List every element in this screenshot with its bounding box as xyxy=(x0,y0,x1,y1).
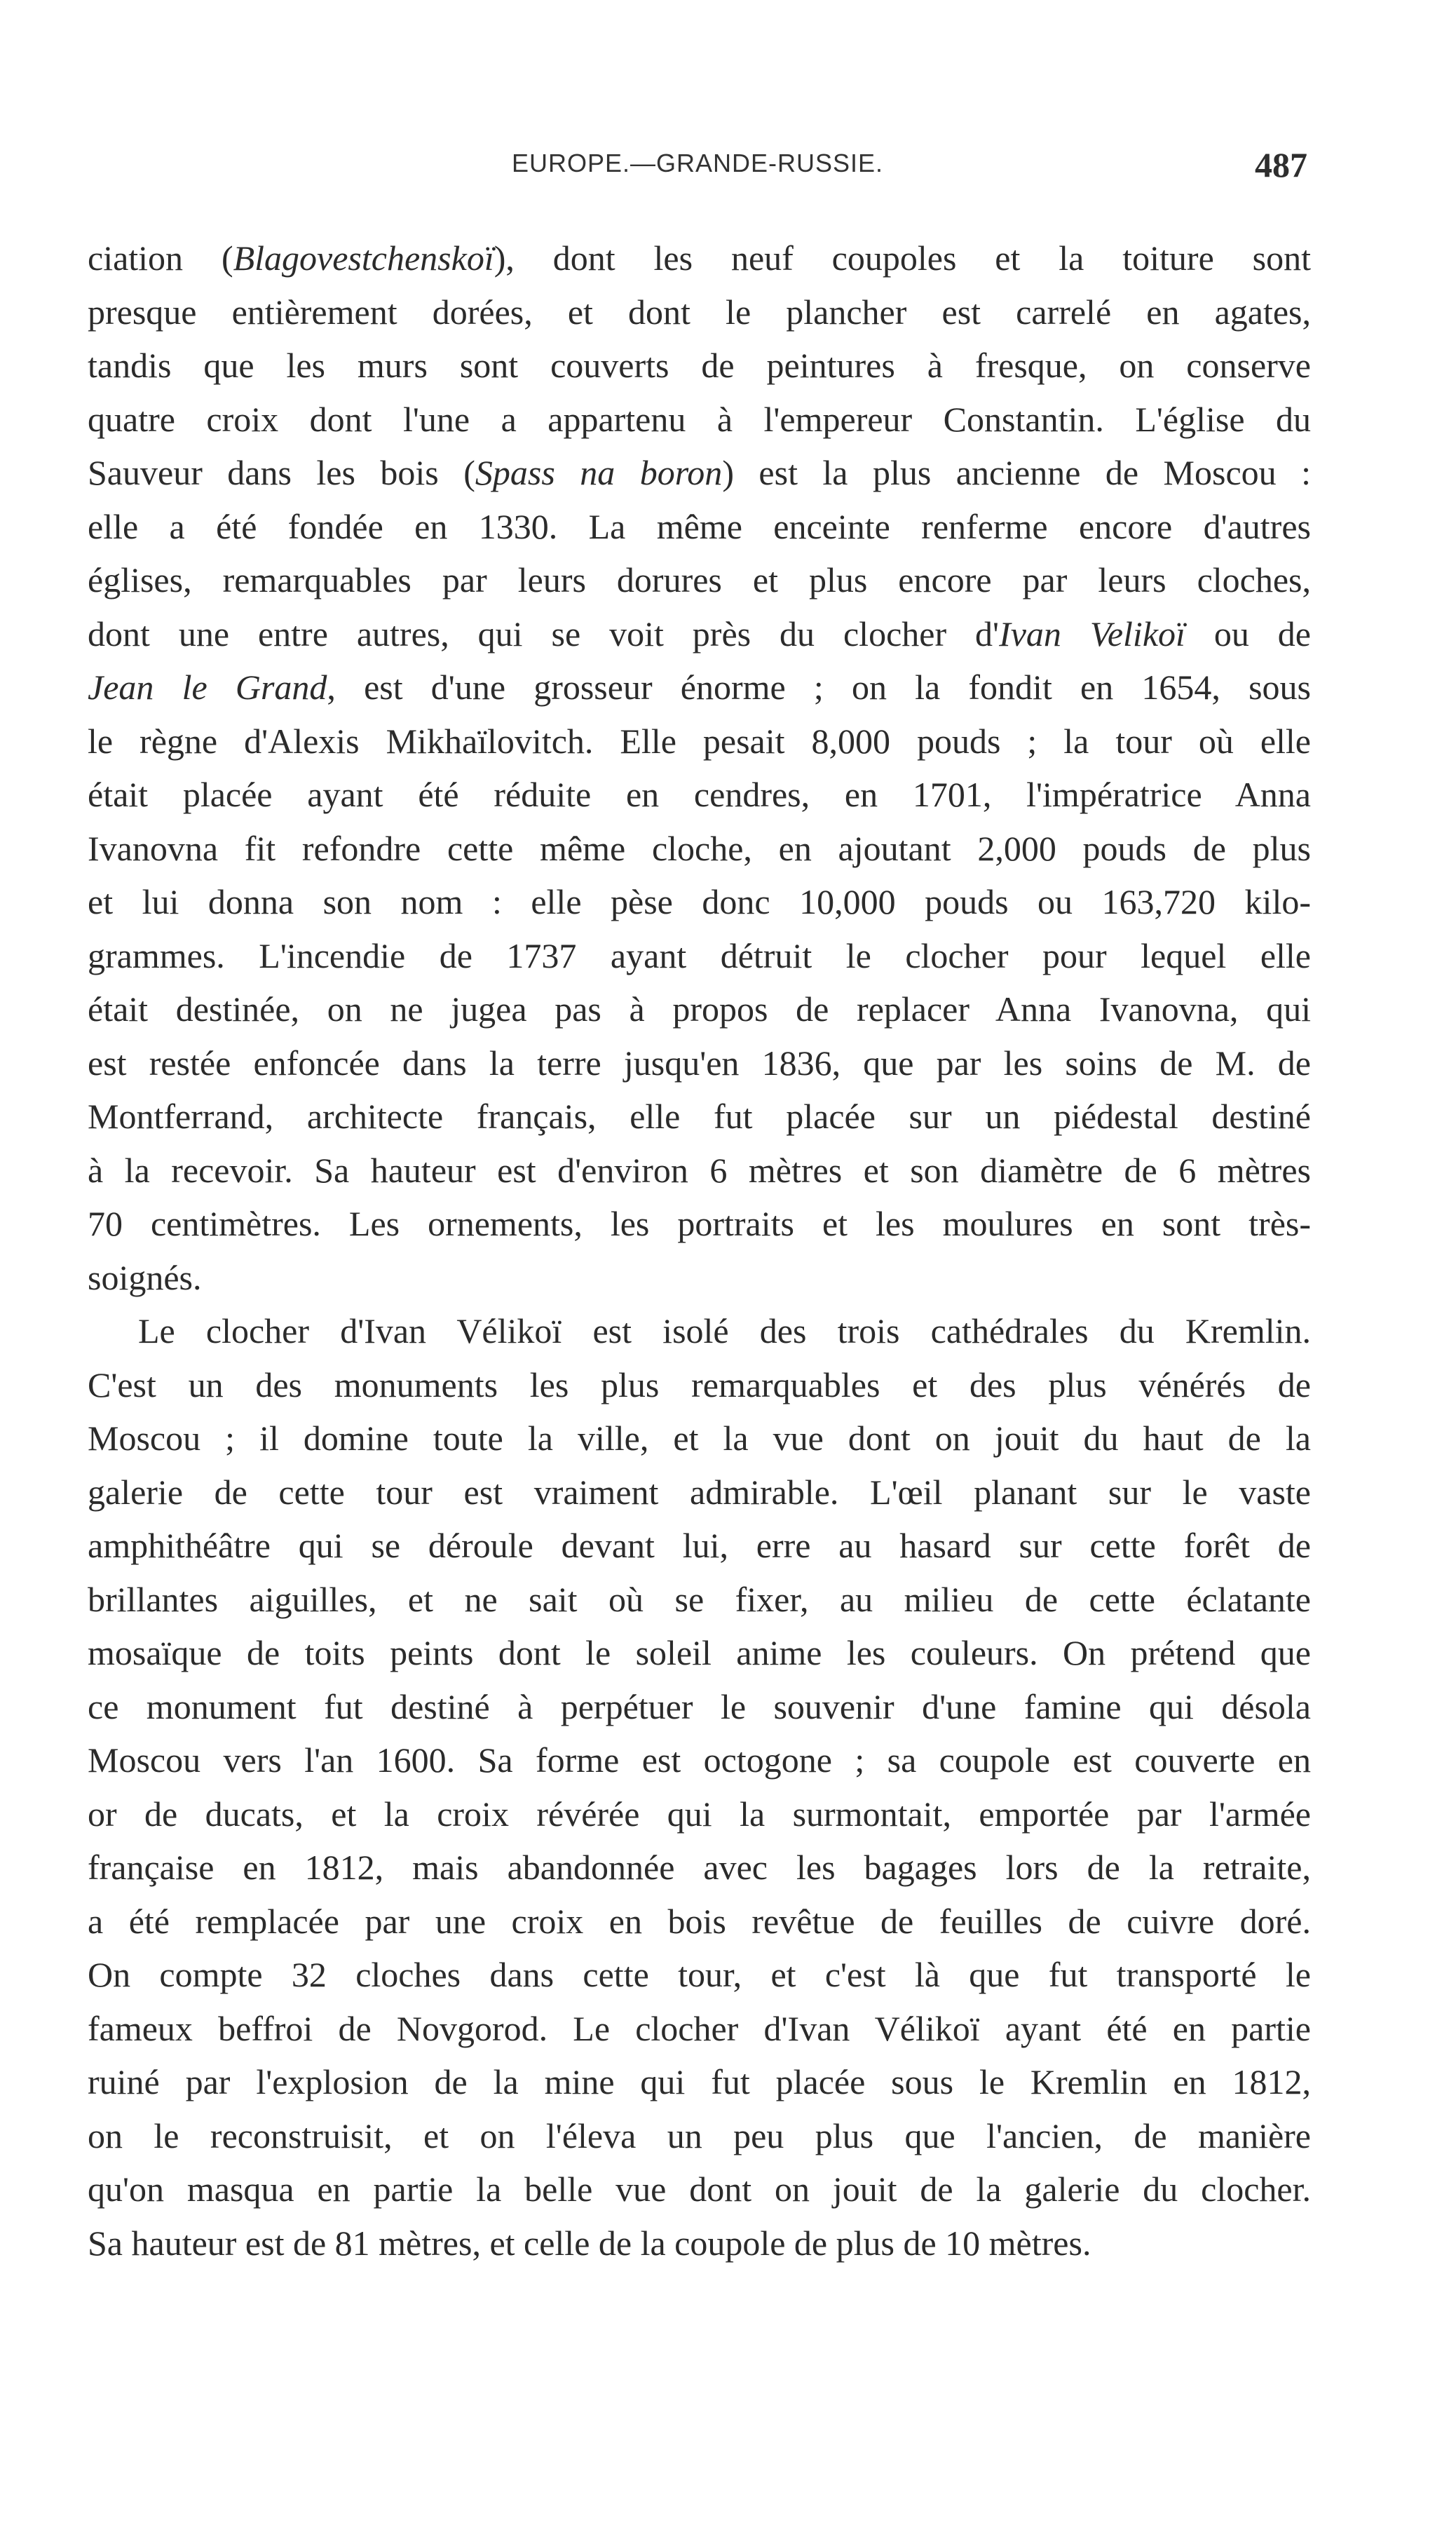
text-run: ) est la plus ancienne de Moscou : xyxy=(722,453,1311,492)
text-line xyxy=(88,875,1311,929)
text-line xyxy=(88,661,1311,715)
text-line xyxy=(88,1090,1311,1144)
text-run: On compte 32 cloches dans cette tour, et c'est là que fut transporté le xyxy=(88,1955,1311,1994)
text-line xyxy=(88,1787,1311,1841)
text-line xyxy=(88,1841,1311,1895)
text-run: grammes. L'incendie de 1737 ayant détruit le clocher pour lequel elle xyxy=(88,935,1311,975)
text-run: Sa hauteur est de 81 mètres, et celle de la coupole de plus de 10 mètres. xyxy=(88,2223,1091,2263)
text-line xyxy=(88,1573,1311,1627)
text-run: quatre croix dont l'une a appartenu à l'empereur Constantin. L'église du xyxy=(88,399,1311,439)
page-number: 487 xyxy=(1255,145,1307,184)
text-run: mosaïque de toits peints dont le soleil anime les couleurs. On prétend que xyxy=(88,1633,1311,1672)
text-run: le règne d'Alexis Mikhaïlovitch. Elle pesait 8,000 pouds ; la tour où elle xyxy=(88,721,1311,761)
body-text xyxy=(88,231,1311,2270)
text-run: ), dont les neuf coupoles et la toiture sont xyxy=(494,238,1311,278)
text-line xyxy=(88,1895,1311,1949)
text-line xyxy=(88,1304,1311,1358)
text-run: , est d'une grosseur énorme ; on la fondit en 1654, sous xyxy=(327,668,1311,707)
text-run: on le reconstruisit, et on l'éleva un peu plus que l'ancien, de manière xyxy=(88,2115,1311,2155)
text-line xyxy=(88,607,1311,661)
text-run: presque entièrement dorées, et dont le plancher est carrelé en agates, xyxy=(88,292,1311,332)
text-run: fameux beffroi de Novgorod. Le clocher d'Ivan Vélikoï ayant été en partie xyxy=(88,2008,1311,2048)
text-run: a été remplacée par une croix en bois revêtue de feuilles de cuivre doré. xyxy=(88,1901,1311,1941)
text-run: était destinée, on ne jugea pas à propos de replacer Anna Ivanovna, qui xyxy=(88,989,1311,1029)
text-line xyxy=(88,339,1311,393)
text-line xyxy=(88,1411,1311,1465)
text-line xyxy=(88,1626,1311,1680)
text-line xyxy=(88,2109,1311,2163)
text-run: ou de xyxy=(1185,614,1311,654)
text-line xyxy=(88,1733,1311,1787)
text-line xyxy=(88,768,1311,822)
text-run: dont une entre autres, qui se voit près du clocher d' xyxy=(88,614,1000,654)
text-run: était placée ayant été réduite en cendres, en 1701, l'impératrice Anna xyxy=(88,775,1311,814)
text-line xyxy=(88,2055,1311,2109)
text-run: Ivanovna fit refondre cette même cloche, en ajoutant 2,000 pouds de plus xyxy=(88,828,1311,868)
text-run: brillantes aiguilles, et ne sait où se fixer, au milieu de cette éclatante xyxy=(88,1579,1311,1619)
text-line xyxy=(88,822,1311,876)
text-run: 70 centimètres. Les ornements, les portraits et les moulures en sont très- xyxy=(88,1204,1311,1243)
text-run: est restée enfoncée dans la terre jusqu'en 1836, que par les soins de M. de xyxy=(88,1043,1311,1083)
running-head xyxy=(88,145,1307,191)
text-run: française en 1812, mais abandonnée avec les bagages lors de la retraite, xyxy=(88,1848,1311,1887)
paragraph xyxy=(88,231,1311,1304)
text-run: amphithéâtre qui se déroule devant lui, erre au hasard sur cette forêt de xyxy=(88,1526,1311,1565)
text-run: Sauveur dans les bois ( xyxy=(88,453,475,492)
text-run: et lui donna son nom : elle pèse donc 10,000 pouds ou 163,720 kilo- xyxy=(88,882,1311,921)
text-line xyxy=(88,446,1311,500)
text-run: or de ducats, et la croix révérée qui la surmontait, emportée par l'armée xyxy=(88,1794,1311,1834)
text-line xyxy=(88,2002,1311,2056)
text-line xyxy=(88,1358,1311,1412)
text-line xyxy=(88,1948,1311,2002)
text-line xyxy=(88,982,1311,1036)
text-line xyxy=(88,553,1311,607)
text-line xyxy=(88,2216,1311,2270)
text-run: à la recevoir. Sa hauteur est d'environ 6 mètres et son diamètre de 6 mètres xyxy=(88,1150,1311,1190)
text-run: Montferrand, architecte français, elle fut placée sur un piédestal destiné xyxy=(88,1097,1311,1136)
text-line xyxy=(88,2162,1311,2216)
text-run: ciation ( xyxy=(88,238,233,278)
text-run: ruiné par l'explosion de la mine qui fut placée sous le Kremlin en 1812, xyxy=(88,2062,1311,2101)
text-run: galerie de cette tour est vraiment admirable. L'œil planant sur le vaste xyxy=(88,1472,1311,1512)
text-run: elle a été fondée en 1330. La même enceinte renferme encore d'autres xyxy=(88,506,1311,546)
paragraph xyxy=(88,1304,1311,2270)
text-line xyxy=(88,500,1311,554)
text-run: tandis que les murs sont couverts de peintures à fresque, on conserve xyxy=(88,346,1311,385)
text-line xyxy=(88,1197,1311,1251)
text-run: soignés. xyxy=(88,1257,202,1297)
text-line xyxy=(88,1680,1311,1734)
text-run: qu'on masqua en partie la belle vue dont on jouit de la galerie du clocher. xyxy=(88,2169,1311,2209)
text-line xyxy=(88,715,1311,769)
text-line xyxy=(88,285,1311,339)
text-line xyxy=(88,1036,1311,1090)
text-run: C'est un des monuments les plus remarquables et des plus vénérés de xyxy=(88,1365,1311,1404)
italic-text: Jean le Grand xyxy=(88,668,327,707)
text-run: ce monument fut destiné à perpétuer le souvenir d'une famine qui désola xyxy=(88,1686,1311,1726)
text-run: Le clocher d'Ivan Vélikoï est isolé des trois cathédrales du Kremlin. xyxy=(138,1311,1311,1350)
text-line xyxy=(88,1465,1311,1519)
italic-text: Ivan Velikoï xyxy=(999,614,1185,654)
text-line xyxy=(88,231,1311,285)
running-title: EUROPE.—GRANDE-RUSSIE. xyxy=(511,149,884,177)
text-run: Moscou ; il domine toute la ville, et la vue dont on jouit du haut de la xyxy=(88,1419,1311,1458)
text-run: Moscou vers l'an 1600. Sa forme est octogone ; sa coupole est couverte en xyxy=(88,1740,1311,1780)
text-line xyxy=(88,929,1311,983)
italic-text: Spass na boron xyxy=(475,453,723,492)
text-run: églises, remarquables par leurs dorures et plus encore par leurs cloches, xyxy=(88,560,1311,600)
text-line xyxy=(88,1251,1311,1305)
italic-text: Blagovestchenskoï xyxy=(233,238,494,278)
text-line xyxy=(88,393,1311,447)
text-line xyxy=(88,1144,1311,1198)
text-line xyxy=(88,1519,1311,1573)
